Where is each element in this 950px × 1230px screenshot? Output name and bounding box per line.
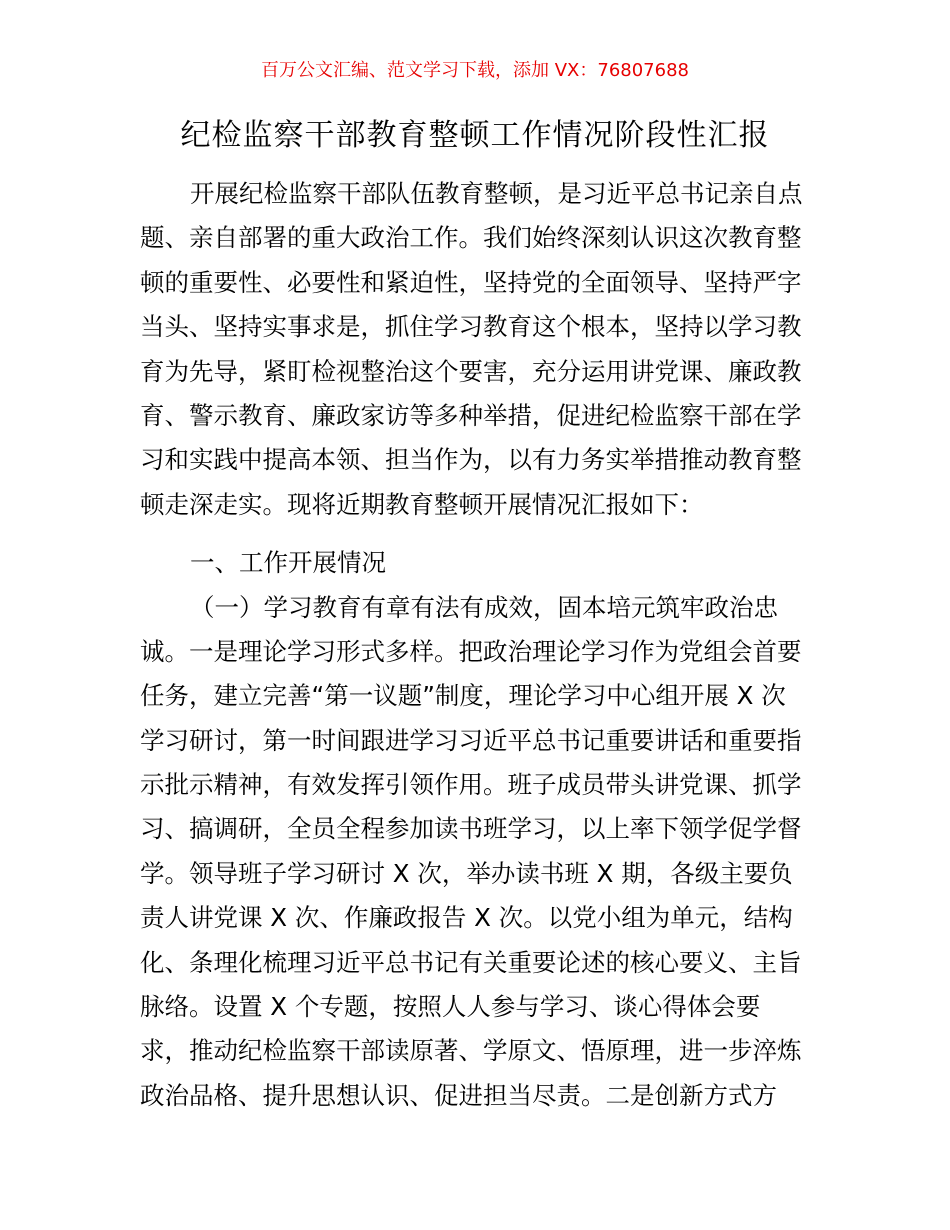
paragraph-line: 顿走深走实。现将近期教育整顿开展情况汇报如下： [140,489,704,519]
paragraph-line: 顿的重要性、必要性和紧迫性，坚持党的全面领导、坚持严字 [140,267,802,297]
paragraph-line: 任务，建立完善“第一议题”制度，理论学习中心组开展 X 次 [140,681,786,711]
paragraph-line: 诚。一是理论学习形式多样。把政治理论学习作为党组会首要 [140,636,802,666]
intro-paragraph [140,172,812,527]
paragraph-line: 脉络。设置 X 个专题，按照人人参与学习、谈心得体会要 [140,992,761,1022]
paragraph-line: 责人讲党课 X 次、作廉政报告 X 次。以党小组为单元，结构 [140,903,793,933]
section-paragraph [140,586,812,1119]
paragraph-line: 学习研讨，第一时间跟进学习习近平总书记重要讲话和重要指 [140,725,802,755]
section-heading: 一、工作开展情况 [190,548,386,578]
paragraph-line: 习和实践中提高本领、担当作为，以有力务实举措推动教育整 [140,445,802,475]
paragraph-line: 政治品格、提升思想认识、促进担当尽责。二是创新方式方 [140,1080,777,1110]
paragraph-line: （一）学习教育有章有法有成效，固本培元筑牢政治忠 [190,592,778,622]
paragraph-line: 题、亲自部署的重大政治工作。我们始终深刻认识这次教育整 [140,223,802,253]
paragraph-line: 育、警示教育、廉政家访等多种举措，促进纪检监察干部在学 [140,400,802,430]
paragraph-line: 求，推动纪检监察干部读原著、学原文、悟原理，进一步淬炼 [140,1036,802,1066]
paragraph-line: 示批示精神，有效发挥引领作用。班子成员带头讲党课、抓学 [140,770,802,800]
paragraph-line: 育为先导，紧盯检视整治这个要害，充分运用讲党课、廉政教 [140,356,802,386]
paragraph-line: 化、条理化梳理习近平总书记有关重要论述的核心要义、主旨 [140,947,802,977]
document-body [140,172,812,1118]
header-note: 百万公文汇编、范文学习下载，添加 VX：76807688 [261,60,689,81]
paragraph-line: 学。领导班子学习研讨 X 次，举办读书班 X 期，各级主要负 [140,858,793,888]
document-title: 纪检监察干部教育整顿工作情况阶段性汇报 [180,118,770,153]
paragraph-line: 开展纪检监察干部队伍教育整顿，是习近平总书记亲自点 [190,179,803,208]
paragraph-line: 当头、坚持实事求是，抓住学习教育这个根本，坚持以学习教 [140,312,802,342]
paragraph-line: 习、搞调研，全员全程参加读书班学习，以上率下领学促学督 [140,814,802,844]
